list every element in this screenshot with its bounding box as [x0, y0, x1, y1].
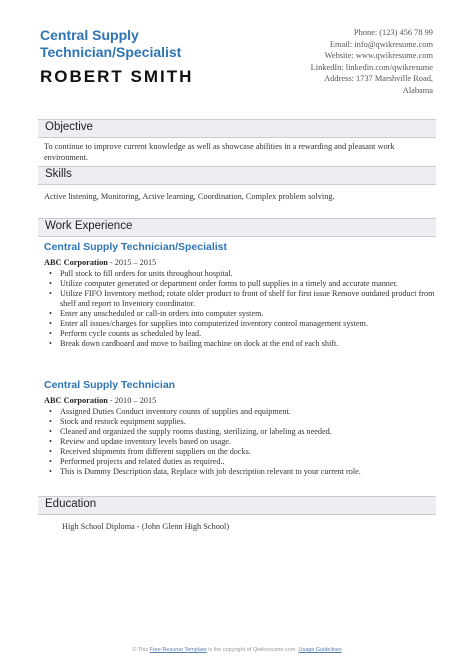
list-item: • Break down cardboard and move to bailing machine on dock at the end of each shift.	[44, 339, 436, 349]
education-heading: Education	[45, 498, 97, 510]
footer-middle: is the copyright of Qwikresume.com.	[206, 647, 299, 653]
contact-website: Website: www.qwikresume.com	[324, 51, 433, 61]
footer-prefix: © This	[132, 647, 150, 653]
job-2-dates: - 2010 – 2015	[107, 396, 157, 405]
candidate-name: ROBERT SMITH	[40, 67, 194, 86]
job-1-company: ABC Corporation	[44, 258, 108, 267]
list-item: • This is Dummy Description data, Replace with job description relevant to your current role.	[44, 467, 436, 477]
job-1-dates: - 2015 – 2015	[107, 258, 157, 267]
list-item: • Perform cycle counts as scheduled by lead.	[44, 329, 436, 339]
free-resume-template-link[interactable]: Free Resume Template	[149, 647, 207, 653]
job-2-company-line	[44, 396, 156, 405]
list-item: • Review and update inventory levels based on usage.	[44, 437, 436, 447]
objective-text: To continue to improve current knowledge as well as showcase abilities in a rewarding and pleasant work environment.	[44, 142, 395, 162]
contact-block	[233, 27, 433, 97]
job-2-bullets	[44, 407, 436, 477]
job-2-company: ABC Corporation	[44, 396, 108, 405]
footer	[0, 647, 474, 653]
list-item: • Cleaned and organized the supply rooms dusting, sterilizing, or labeling as needed.	[44, 427, 436, 437]
experience-heading: Work Experience	[45, 220, 133, 232]
contact-address-line-1: Address: 1737 Marshville Road,	[324, 74, 433, 84]
list-item: • Received shipments from different suppliers on the docks.	[44, 447, 436, 457]
list-item: • Utilize FIFO Inventory method; rotate older product to front of shelf for first issue Remove outdated product from shelf and report to Inventory coordinator.	[44, 289, 436, 309]
contact-email: Email: info@qwikresume.com	[329, 39, 433, 49]
list-item: • Stock and restock equipment supplies.	[44, 417, 436, 427]
job-1-title: Central Supply Technician/Specialist	[44, 241, 228, 253]
list-item: • Enter all issues/charges for supplies into computerized inventory control management system.	[44, 319, 436, 329]
contact-phone: Phone: (123) 456 78 99	[353, 28, 433, 37]
list-item: • Assigned Duties Conduct inventory counts of supplies and equipment.	[44, 407, 436, 417]
skills-text: Active listening, Monitoring, Active learning, Coordination, Complex problem solving.	[44, 192, 335, 201]
job-2-title: Central Supply Technician	[44, 379, 176, 391]
job-title-line-2: Technician/Specialist	[40, 44, 182, 60]
usage-guidelines-link[interactable]: Usage Guidelines	[298, 647, 342, 653]
contact-address-line-2: Alabama	[402, 85, 433, 95]
list-item: • Pull stock to fill orders for units throughout hospital.	[44, 269, 436, 279]
contact-linkedin: LinkedIn: linkedin.com/qwikresume	[310, 62, 433, 72]
job-1-company-line	[44, 258, 156, 267]
job-1-bullets	[44, 269, 436, 349]
education-text: High School Diploma - (John Glenn High School)	[62, 522, 230, 531]
skills-section-header	[38, 166, 436, 185]
experience-section-header	[38, 218, 436, 237]
list-item: • Utilize computer generated or department order forms to pull supplies in a timely and accurate manner.	[44, 279, 436, 289]
job-title-line-1: Central Supply	[40, 27, 139, 43]
skills-heading: Skills	[45, 168, 72, 180]
list-item: • Enter any unscheduled or call-in orders into computer system.	[44, 309, 436, 319]
objective-section-header	[38, 119, 436, 138]
resume-job-title	[40, 27, 240, 61]
objective-heading: Objective	[45, 121, 93, 133]
list-item: • Performed projects and related duties as required..	[44, 457, 436, 467]
education-section-header	[38, 496, 436, 515]
